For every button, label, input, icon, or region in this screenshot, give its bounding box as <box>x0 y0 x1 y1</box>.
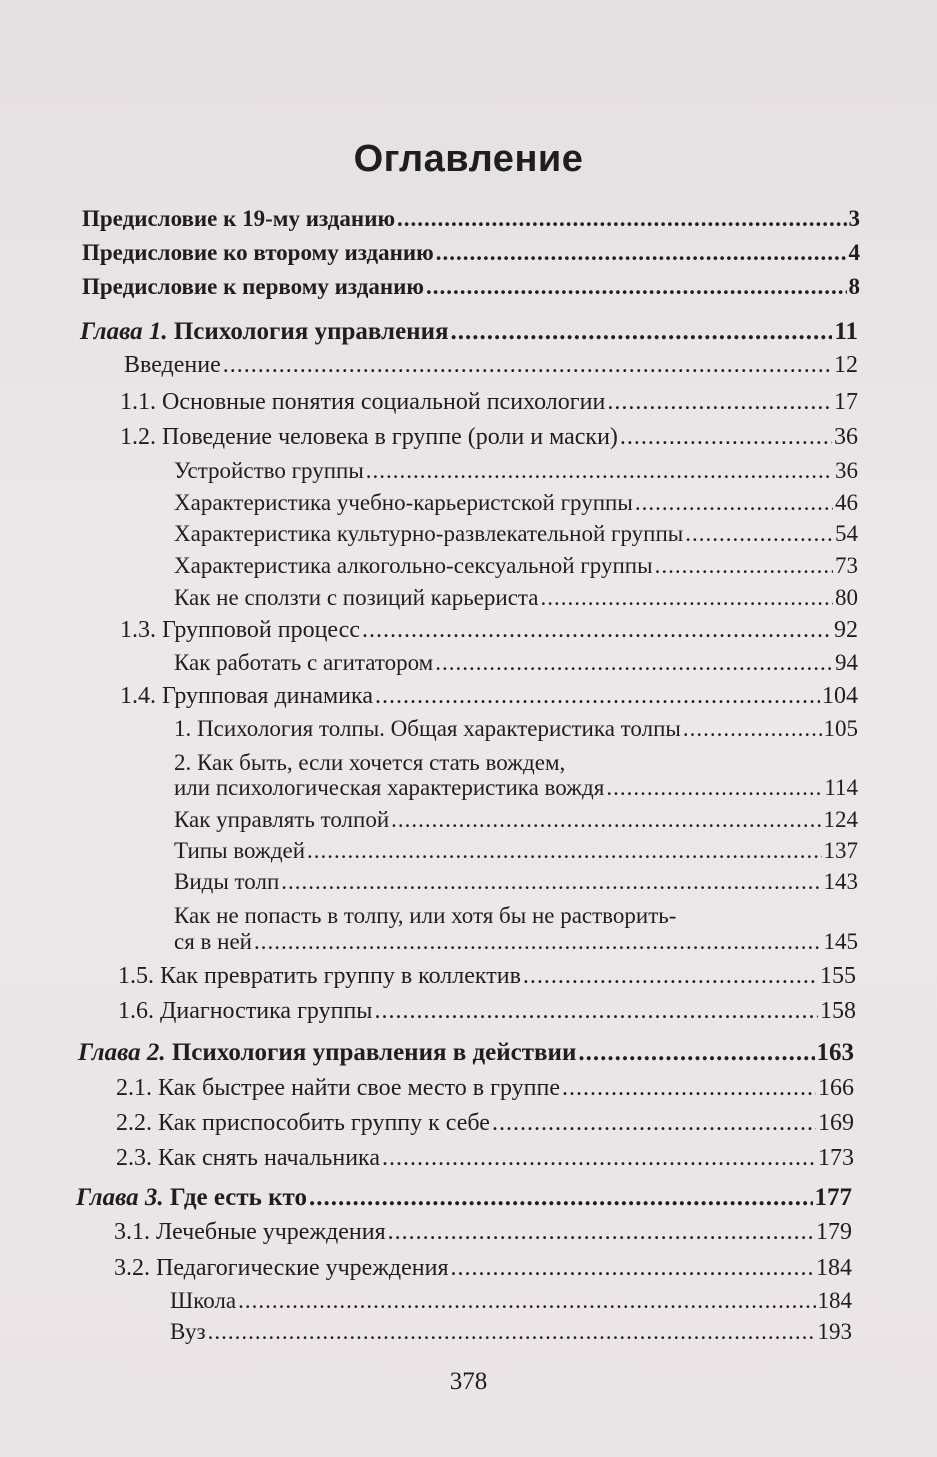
leader-dots <box>435 650 833 676</box>
toc-entry-page: 114 <box>824 775 858 800</box>
toc-entry-page: 104 <box>822 683 858 709</box>
leader-dots <box>382 1145 816 1172</box>
toc-entry-label: 2.2. Как приспособить группу к себе <box>116 1110 490 1136</box>
toc-subentry[interactable] <box>174 869 858 901</box>
toc-entry-page: 4 <box>848 240 860 265</box>
toc-subentry[interactable] <box>170 1319 852 1351</box>
toc-entry-page: 184 <box>817 1288 852 1313</box>
leader-dots <box>562 1075 816 1102</box>
toc-subentry[interactable] <box>174 553 858 585</box>
toc-entry-label: 1.5. Как превратить группу в коллектив <box>118 963 521 989</box>
toc-entry-1-3[interactable] <box>120 617 858 649</box>
toc-entry-page: 143 <box>823 869 858 894</box>
toc-chapter-3[interactable] <box>76 1184 852 1216</box>
leader-dots <box>391 807 821 833</box>
leader-dots <box>374 998 818 1025</box>
toc-entry-page: 105 <box>823 716 858 741</box>
leader-dots <box>540 585 833 611</box>
toc-subentry[interactable] <box>174 929 858 961</box>
toc-entry-page: 11 <box>834 318 858 345</box>
toc-entry-page: 193 <box>817 1319 852 1344</box>
toc-entry-label: 2.1. Как быстрее найти свое место в группе <box>116 1075 560 1101</box>
toc-entry-label: Вуз <box>170 1319 206 1344</box>
toc-entry-2-1[interactable] <box>116 1075 854 1107</box>
toc-entry-page: 145 <box>823 929 858 954</box>
toc-entry-preface-19[interactable] <box>82 206 860 238</box>
toc-entry-page: 12 <box>834 352 858 378</box>
toc-entry-label: 2.3. Как снять начальника <box>116 1145 380 1171</box>
toc-subentry[interactable] <box>170 1288 852 1320</box>
toc-entry-label: Характеристика культурно-развлекательной группы <box>174 521 684 546</box>
toc-entry-label: ся в ней <box>174 929 252 954</box>
toc-entry-page: 94 <box>835 650 858 675</box>
toc-entry-label: 1. Психология толпы. Общая характеристика толпы <box>174 716 681 741</box>
toc-subentry[interactable] <box>174 521 858 553</box>
leader-dots <box>607 389 832 416</box>
toc-entry-1-2[interactable] <box>120 424 858 456</box>
leader-dots <box>388 1219 814 1246</box>
toc-entry-2-3[interactable] <box>116 1145 854 1177</box>
toc-entry-page: 155 <box>820 963 856 989</box>
chapter-title: Психология управления <box>173 318 449 345</box>
chapter-prefix: Глава 2. <box>78 1039 166 1066</box>
toc-entry-page: 124 <box>823 807 858 832</box>
toc-subentry[interactable] <box>174 716 858 748</box>
toc-entry-page: 36 <box>835 458 858 483</box>
toc-subentry[interactable] <box>174 458 858 490</box>
toc-chapter-2[interactable] <box>78 1039 854 1071</box>
toc-entry-1-6[interactable] <box>118 998 856 1030</box>
toc-entry-label: Школа <box>170 1288 237 1313</box>
leader-dots <box>436 240 847 266</box>
leader-dots <box>655 553 833 579</box>
page-title: Оглавление <box>353 138 584 180</box>
toc-entry-3-2[interactable] <box>114 1255 852 1287</box>
toc-entry-label: Предисловие к первому изданию <box>82 274 424 299</box>
leader-dots <box>281 869 821 895</box>
leader-dots <box>492 1110 816 1137</box>
toc-entry-label: Как не сползти с позиций карьериста <box>174 585 539 610</box>
leader-dots <box>238 1288 815 1314</box>
toc-entry-label: или психологическая характеристика вождя <box>174 775 605 800</box>
toc-entry-label: Типы вождей <box>174 838 306 863</box>
toc-entry-page: 137 <box>823 838 858 863</box>
toc-entry-label: 3.2. Педагогические учреждения <box>114 1255 449 1281</box>
toc-entry-page: 46 <box>835 490 858 515</box>
toc-entry-1-5[interactable] <box>118 963 856 995</box>
toc-entry-page: 73 <box>835 553 858 578</box>
toc-chapter-1[interactable] <box>80 318 858 350</box>
leader-dots <box>223 352 832 379</box>
toc-entry-2-2[interactable] <box>116 1110 854 1142</box>
toc-entry-label: 1.1. Основные понятия социальной психологии <box>120 389 606 415</box>
leader-dots <box>578 1039 814 1067</box>
leader-dots <box>362 617 832 644</box>
toc-entry-label: Характеристика учебно-карьеристской группы <box>174 490 633 515</box>
toc-entry-3-1[interactable] <box>114 1219 852 1251</box>
toc-subentry[interactable] <box>174 807 858 839</box>
leader-dots <box>309 1184 813 1212</box>
toc-entry-label: 1.2. Поведение человека в группе (роли и маски) <box>120 424 618 450</box>
leader-dots <box>366 458 833 484</box>
toc-entry-label: Предисловие ко второму изданию <box>82 240 434 265</box>
leader-dots <box>451 318 833 346</box>
leader-dots <box>523 963 818 990</box>
leader-dots <box>375 683 820 710</box>
chapter-title: Психология управления в действии <box>171 1039 577 1066</box>
leader-dots <box>606 775 822 801</box>
chapter-prefix: Глава 3. <box>76 1184 164 1211</box>
chapter-prefix: Глава 1. <box>80 318 168 345</box>
toc-entry-page: 173 <box>818 1145 854 1171</box>
toc-entry-page: 158 <box>820 998 856 1024</box>
toc-entry-page: 17 <box>834 389 858 415</box>
leader-dots <box>208 1319 816 1345</box>
toc-entry-label: Предисловие к 19-му изданию <box>82 206 396 231</box>
toc-entry-label: Введение <box>124 352 221 378</box>
leader-dots <box>635 490 833 516</box>
toc-entry-page: 92 <box>834 617 858 643</box>
chapter-title: Где есть кто <box>169 1184 307 1211</box>
toc-entry-page: 36 <box>834 424 858 450</box>
toc-subentry[interactable] <box>174 838 858 870</box>
leader-dots <box>620 424 832 451</box>
toc-entry-1-1[interactable] <box>120 389 858 421</box>
toc-entry-preface-2[interactable] <box>82 240 860 272</box>
toc-entry-page: 166 <box>818 1075 854 1101</box>
toc-entry-label: 3.1. Лечебные учреждения <box>114 1219 386 1245</box>
toc-entry-label: 1.4. Групповая динамика <box>120 683 373 709</box>
toc-entry-page: 179 <box>816 1219 852 1245</box>
toc-entry-label: Как работать с агитатором <box>174 650 434 675</box>
leader-dots <box>683 716 822 742</box>
leader-dots <box>307 838 821 864</box>
toc-subentry[interactable] <box>174 775 858 807</box>
toc-entry-page: 177 <box>814 1184 852 1211</box>
toc-entry-page: 3 <box>848 206 860 231</box>
toc-entry-page: 163 <box>816 1039 854 1066</box>
toc-subentry[interactable] <box>174 650 858 682</box>
toc-entry-page: 54 <box>835 521 858 546</box>
toc-entry-label: 1.3. Групповой процесс <box>120 617 360 643</box>
toc-entry-label: Виды толп <box>174 869 280 894</box>
toc-entry-page: 80 <box>835 585 858 610</box>
leader-dots <box>254 929 822 955</box>
toc-subentry[interactable] <box>174 585 858 617</box>
toc-subentry-line1: 2. Как быть, если хочется стать вождем, <box>174 750 566 775</box>
toc-entry-1-4[interactable] <box>120 683 858 715</box>
toc-entry-label: Как управлять толпой <box>174 807 390 832</box>
toc-entry-page: 184 <box>816 1255 852 1281</box>
page-number: 378 <box>449 1368 488 1395</box>
toc-entry-page: 8 <box>848 274 860 299</box>
toc-entry-intro[interactable] <box>124 352 858 384</box>
toc-entry-preface-1[interactable] <box>82 274 860 306</box>
leader-dots <box>451 1255 815 1282</box>
toc-entry-label: Устройство группы <box>174 458 364 483</box>
leader-dots <box>426 274 847 300</box>
toc-entry-label: 1.6. Диагностика группы <box>118 998 373 1024</box>
leader-dots <box>685 521 833 547</box>
leader-dots <box>397 206 846 232</box>
toc-entry-label: Характеристика алкогольно-сексуальной группы <box>174 553 653 578</box>
toc-subentry[interactable] <box>174 490 858 522</box>
toc-subentry-line1: Как не попасть в толпу, или хотя бы не растворить- <box>174 903 677 928</box>
toc-entry-page: 169 <box>818 1110 854 1136</box>
